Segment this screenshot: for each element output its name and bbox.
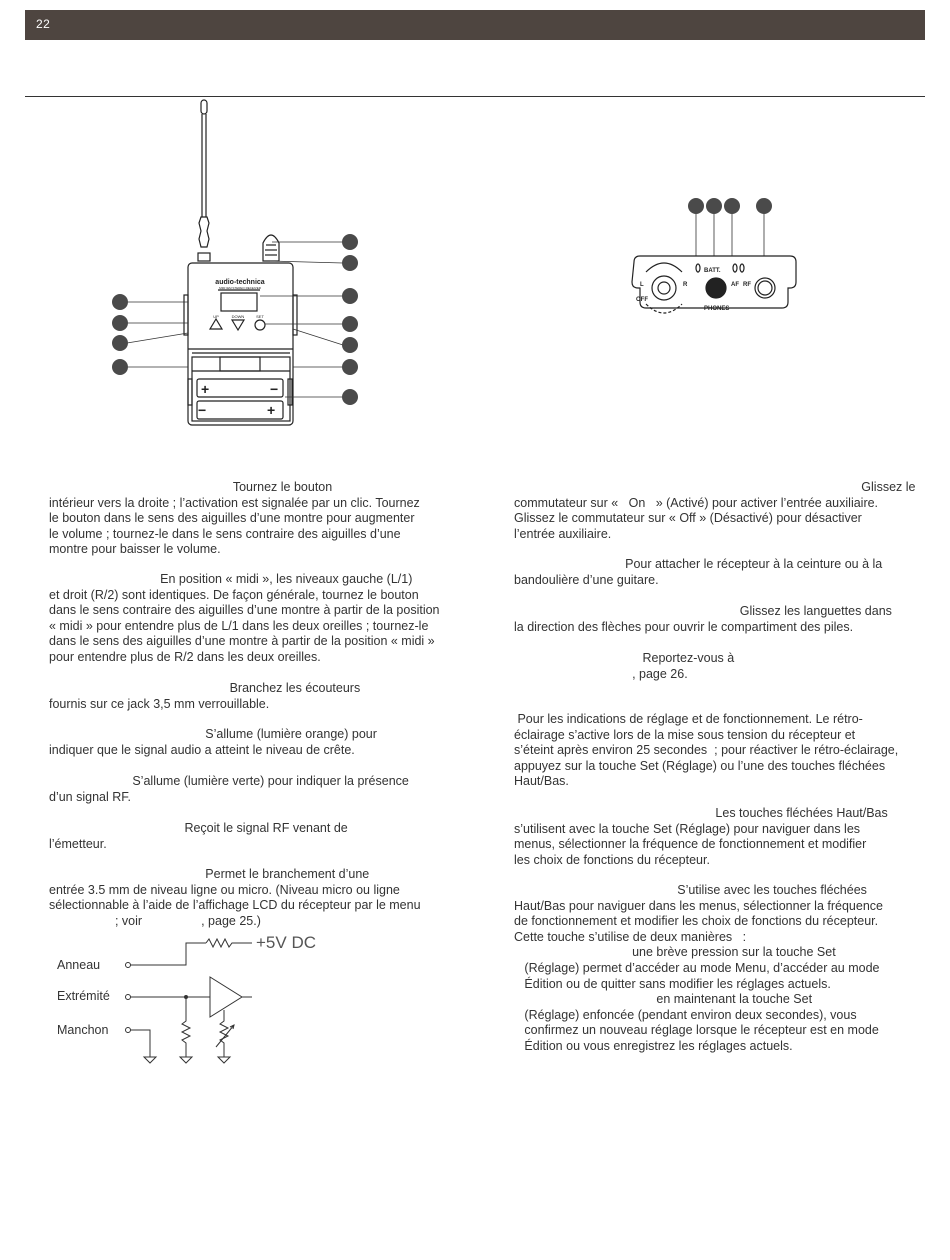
- paragraph-lcd: Pour les indications de réglage et de fonctionnement. Le rétro- éclairage s’active lors de la mise sous tension du récepteur et s’éteint après environ 25 secondes ; pour réactiver le rétro-éclairage, appuyez sur la touche Set (Réglage) ou l’une des touches fléchées Haut/Bas.: [514, 712, 899, 789]
- paragraph-af-peak-led: S’allume (lumière orange) pour indiquer que le signal audio a atteint le niveau de crête.: [49, 727, 377, 757]
- receiver-top-illustration: [620, 190, 810, 330]
- paragraph-antenna: Reçoit le signal RF venant de l’émetteur.: [49, 821, 348, 851]
- paragraph-battery-door: Glissez les languettes dans la direction des flèches pour ouvrir le compartiment des piles.: [514, 604, 892, 634]
- brand-logo: audio-technica: [215, 279, 265, 286]
- schematic-ring-label: Anneau: [57, 958, 101, 972]
- svg-text:+: +: [267, 402, 276, 418]
- paragraph-aux-switch: Glissez le commutateur sur « On » (Activé) pour activer l’entrée auxiliaire. Glissez le commutateur sur « Off » (Désactivé) pour désactiver l’entrée auxiliaire.: [514, 480, 916, 541]
- paragraph-set-button: S’utilise avec les touches fléchées Haut/Bas pour naviguer dans les menus, sélectionner la fréquence de fonctionnement et modifier les choix de fonctions du récepteur. Cette touche s’utilise de deux manières : une brève pression sur la touche Set (Réglage) permet d’accéder au mode Menu, d’accéder au mode Édition ou de quitter sans modifier les réglages actuels. en maintenant la touche Set (Réglage) enfoncée (pendant environ deux secondes), vous confirmez un nouveau réglage lorsque le récepteur est en mode Édition ou vous enregistrez les réglages actuels.: [514, 883, 883, 1053]
- paragraph-phones-jack: Branchez les écouteurs fournis sur ce jack 3,5 mm verrouillable.: [49, 681, 361, 711]
- l-label: L: [640, 282, 644, 288]
- off-label: OFF: [636, 297, 648, 303]
- set-button-label: SET: [256, 314, 264, 319]
- af-label: AF: [731, 282, 739, 288]
- svg-text:−: −: [270, 381, 279, 397]
- paragraph-volume: Tournez le bouton intérieur vers la droite ; l’activation est signalée par un clic. Tournez le bouton dans le sens des aiguilles d’une montre pour augmenter le volume ; tournez-le dans le sens contraire des aiguilles d’une montre pour baisser le volume.: [49, 480, 420, 557]
- paragraph-battery-reference: Reportez-vous à , page 26.: [632, 651, 735, 681]
- schematic-tip-label: Extrémité: [57, 989, 110, 1003]
- up-button-label: UP: [213, 314, 219, 319]
- down-button-label: DOWN: [231, 314, 245, 319]
- rf-label: RF: [743, 282, 751, 288]
- schematic-supply-label: +5V DC: [256, 933, 316, 952]
- paragraph-rf-led: S’allume (lumière verte) pour indiquer la présence d’un signal RF.: [49, 774, 409, 804]
- model-label: M3R IEM STEREO RECEIVER: [219, 286, 261, 290]
- batt-label: BATT.: [704, 268, 721, 274]
- header-bar: [25, 10, 925, 40]
- paragraph-up-down-buttons: Les touches fléchées Haut/Bas s’utilisent avec la touche Set (Réglage) pour naviguer dans les menus, sélectionner la fréquence de fonctionnement et modifier les choix de fonctions du récepteur.: [514, 806, 888, 867]
- schematic-sleeve-label: Manchon: [57, 1023, 109, 1037]
- aux-input-schematic: [120, 935, 260, 1070]
- phones-label: PHONES: [704, 306, 730, 312]
- paragraph-balance: En position « midi », les niveaux gauche (L/1) et droit (R/2) sont identiques. De façon générale, tournez le bouton dans le sens contraire des aiguilles d’une montre à partir de la position « midi » pour entendre plus de L/1 dans les deux oreilles ; tournez-le dans le sens des aiguilles d’une montre à partir de la position « midi » pour entendre plus de R/2 dans les deux oreilles.: [49, 572, 440, 664]
- receiver-front-illustration: [100, 95, 370, 435]
- paragraph-aux-input: Permet le branchement d’une entrée 3.5 mm de niveau ligne ou micro. (Niveau micro ou ligne sélectionnable à l’aide de l’affichage LCD du récepteur par le menu ; voir , page 25.): [49, 867, 421, 928]
- page-number: 22: [36, 17, 51, 31]
- r-label: R: [683, 282, 688, 288]
- svg-text:+: +: [201, 381, 210, 397]
- paragraph-belt-clip: Pour attacher le récepteur à la ceinture ou à la bandoulière d’une guitare.: [514, 557, 883, 587]
- svg-text:−: −: [198, 402, 207, 418]
